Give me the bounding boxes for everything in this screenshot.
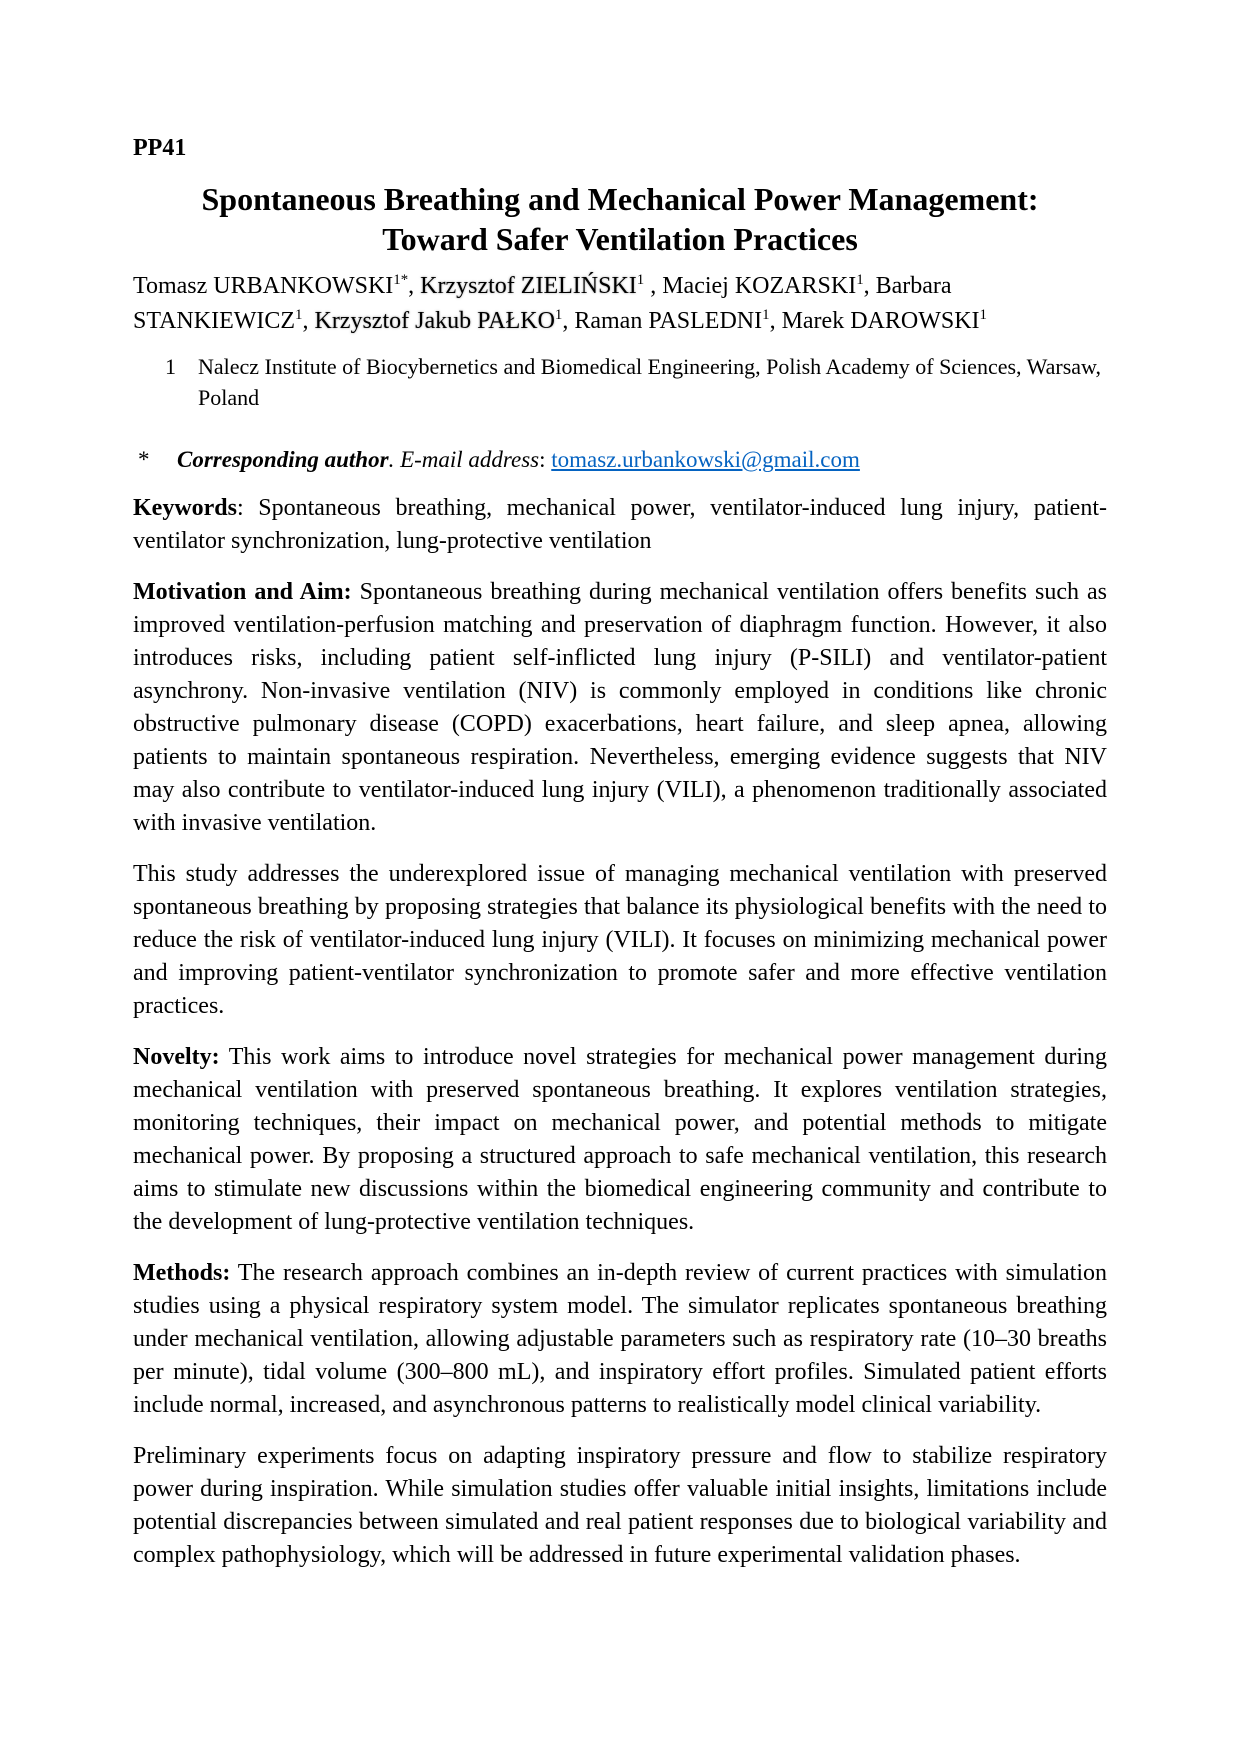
keywords-text: : Spontaneous breathing, mechanical power, ventilator-induced lung injury, patient-ventilator synchronization, lung-protective ventilation	[133, 495, 1107, 554]
corresponding-star: *	[138, 447, 150, 472]
author-superscript: 1	[762, 307, 770, 323]
author-separator: ,	[863, 273, 876, 299]
preliminary-text: Preliminary experiments focus on adapting inspiratory pressure and flow to stabilize respiratory power during inspiration. While simulation studies offer valuable initial insights, limitations include potential discrepancies between simulated and real patient responses due to biological variability and complex pathophysiology, which will be addressed in future experimental validation phases.	[133, 1443, 1107, 1568]
author-name: Tomasz URBANKOWSKI	[133, 273, 394, 299]
section-methods	[133, 1257, 1107, 1422]
section-novelty	[133, 1041, 1107, 1239]
author-name: Raman PASLEDNI	[574, 308, 763, 334]
author	[420, 273, 662, 299]
author-separator: ,	[562, 308, 575, 334]
paper-title-line2: Toward Safer Ventilation Practices	[382, 221, 858, 257]
author	[314, 308, 574, 334]
section-preliminary	[133, 1440, 1107, 1572]
author-name: Marek DAROWSKI	[781, 308, 980, 334]
author-separator: ,	[644, 273, 663, 299]
email-address-label: . E-mail address	[388, 447, 540, 472]
author	[662, 273, 875, 299]
author-separator: ,	[302, 308, 315, 334]
paper-code: PP41	[133, 135, 187, 161]
author-superscript: 1*	[393, 272, 409, 288]
author-name: Maciej KOZARSKI	[662, 273, 857, 299]
author-name: Krzysztof ZIELIŃSKI	[420, 273, 637, 299]
author-superscript: 1	[554, 307, 563, 323]
keywords-label: Keywords	[133, 495, 237, 521]
corresponding-label: Corresponding author	[177, 447, 389, 472]
author	[782, 308, 987, 334]
author-superscript: 1	[856, 272, 864, 288]
section-motivation	[133, 576, 1107, 840]
novelty-text: This work aims to introduce novel strategies for mechanical power management during mechanical ventilation with preserved spontaneous breathing. It explores ventilation strategies, monitoring techniques, their impact on mechanical power, and potential methods to mitigate mechanical power. By proposing a structured approach to safe mechanical ventilation, this research aims to stimulate new discussions within the biomedical engineering community and contribute to the development of lung-protective ventilation techniques.	[133, 1044, 1107, 1235]
author-superscript: 1	[636, 272, 645, 288]
affiliation-number: 1	[165, 354, 176, 379]
authors-line	[133, 269, 1107, 339]
author-name: Barbara STANKIEWICZ	[133, 273, 952, 334]
affiliation	[133, 351, 1107, 413]
author-separator: ,	[408, 273, 421, 299]
study-text: This study addresses the underexplored issue of managing mechanical ventilation with preserved spontaneous breathing by proposing strategies that balance its physiological benefits with the need to reduce the risk of ventilator-induced lung injury (VILI). It focuses on minimizing mechanical power and improving patient-ventilator synchronization to promote safer and more effective ventilation practices.	[133, 861, 1107, 1019]
novelty-label: Novelty:	[133, 1044, 220, 1070]
methods-text: The research approach combines an in-depth review of current practices with simulation studies using a physical respiratory system model. The simulator replicates spontaneous breathing under mechanical ventilation, allowing adjustable parameters such as respiratory rate (10–30 breaths per minute), tidal volume (300–800 mL), and inspiratory effort profiles. Simulated patient efforts include normal, increased, and asynchronous patterns to realistically model clinical variability.	[133, 1260, 1107, 1418]
methods-label: Methods:	[133, 1260, 231, 1286]
section-study	[133, 858, 1107, 1023]
paper-title	[133, 179, 1107, 259]
motivation-label: Motivation and Aim:	[133, 579, 352, 605]
corresponding-colon: :	[539, 447, 552, 472]
author-superscript: 1	[979, 307, 987, 323]
keywords	[133, 492, 1107, 558]
motivation-text: Spontaneous breathing during mechanical ventilation offers benefits such as improved ventilation-perfusion matching and preservation of diaphragm function. However, it also introduces risks, including patient self-inflicted lung injury (P-SILI) and ventilator-patient asynchrony. Non-invasive ventilation (NIV) is commonly employed in conditions like chronic obstructive pulmonary disease (COPD) exacerbations, heart failure, and sleep apnea, allowing patients to maintain spontaneous respiration. Nevertheless, emerging evidence suggests that NIV may also contribute to ventilator-induced lung injury (VILI), a phenomenon traditionally associated with invasive ventilation.	[133, 579, 1107, 836]
author-separator: ,	[769, 308, 782, 334]
author-name: Krzysztof Jakub PAŁKO	[314, 308, 555, 334]
corresponding-text	[177, 443, 860, 476]
corresponding-email-link[interactable]: tomasz.urbankowski@gmail.com	[551, 447, 860, 472]
corresponding-author-line	[133, 443, 1107, 476]
paper-title-line1: Spontaneous Breathing and Mechanical Power Management:	[201, 181, 1039, 217]
affiliation-text: Nalecz Institute of Biocybernetics and Biomedical Engineering, Polish Academy of Sciences, Warsaw, Poland	[198, 354, 1102, 410]
author	[574, 308, 781, 334]
author	[133, 273, 420, 299]
author-superscript: 1	[295, 307, 303, 323]
